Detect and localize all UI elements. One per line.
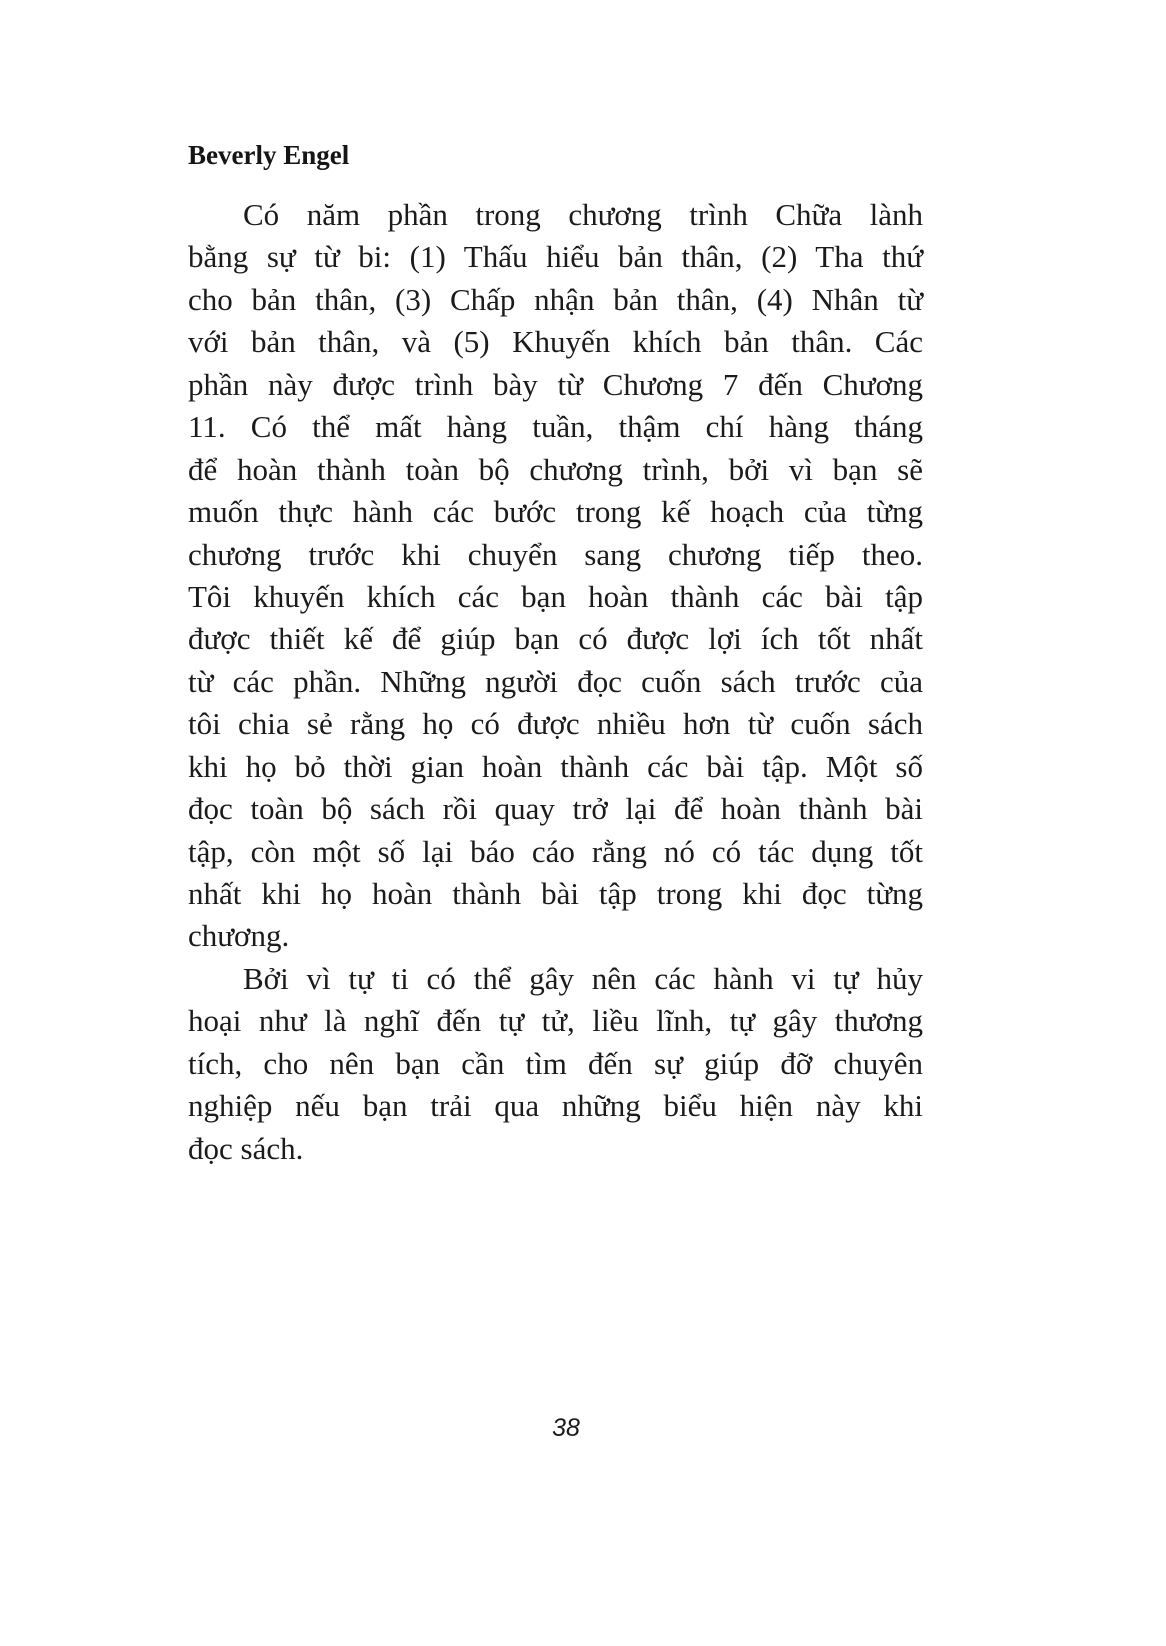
running-head-author: Beverly Engel xyxy=(188,140,350,170)
text-line: với bản thân, và (5) Khuyến khích bản thân. Các xyxy=(188,324,923,360)
text-line: được thiết kế để giúp bạn có được lợi ích tốt nhất xyxy=(188,621,923,657)
text-line: Bởi vì tự ti có thể gây nên các hành vi tự hủy xyxy=(243,960,923,996)
text-line: tích, cho nên bạn cần tìm đến sự giúp đỡ chuyên xyxy=(188,1045,923,1081)
text-line: cho bản thân, (3) Chấp nhận bản thân, (4) Nhân từ xyxy=(188,281,923,317)
text-line: phần này được trình bày từ Chương 7 đến Chương xyxy=(188,366,923,402)
text-line: 11. Có thể mất hàng tuần, thậm chí hàng tháng xyxy=(188,409,923,445)
paragraph-1 xyxy=(188,194,923,958)
text-line: nghiệp nếu bạn trải qua những biểu hiện này khi xyxy=(188,1088,923,1124)
text-line: đọc toàn bộ sách rồi quay trở lại để hoàn thành bài xyxy=(188,791,923,827)
text-line: tập, còn một số lại báo cáo rằng nó có tác dụng tốt xyxy=(188,833,923,869)
text-line: chương. xyxy=(188,918,290,954)
text-line: muốn thực hành các bước trong kế hoạch của từng xyxy=(188,494,923,530)
page-number: 38 xyxy=(552,1414,580,1442)
text-line: tôi chia sẻ rằng họ có được nhiều hơn từ cuốn sách xyxy=(188,706,923,742)
text-line: Tôi khuyến khích các bạn hoàn thành các bài tập xyxy=(188,578,923,614)
text-line: nhất khi họ hoàn thành bài tập trong khi đọc từng xyxy=(188,876,923,911)
text-line: chương trước khi chuyển sang chương tiếp theo. xyxy=(188,536,923,572)
text-line: bằng sự từ bi: (1) Thấu hiểu bản thân, (2) Tha thứ xyxy=(188,239,923,275)
text-line: khi họ bỏ thời gian hoàn thành các bài tập. Một số xyxy=(188,748,923,784)
text-line: hoại như là nghĩ đến tự tử, liều lĩnh, tự gây thương xyxy=(188,1003,923,1039)
text-line: đọc sách. xyxy=(188,1130,304,1166)
text-line: để hoàn thành toàn bộ chương trình, bởi vì bạn sẽ xyxy=(188,451,923,487)
paragraph-2 xyxy=(188,958,923,1170)
text-line: từ các phần. Những người đọc cuốn sách trước của xyxy=(188,663,923,699)
body-text xyxy=(188,194,923,1170)
text-line: Có năm phần trong chương trình Chữa lành xyxy=(243,197,923,232)
